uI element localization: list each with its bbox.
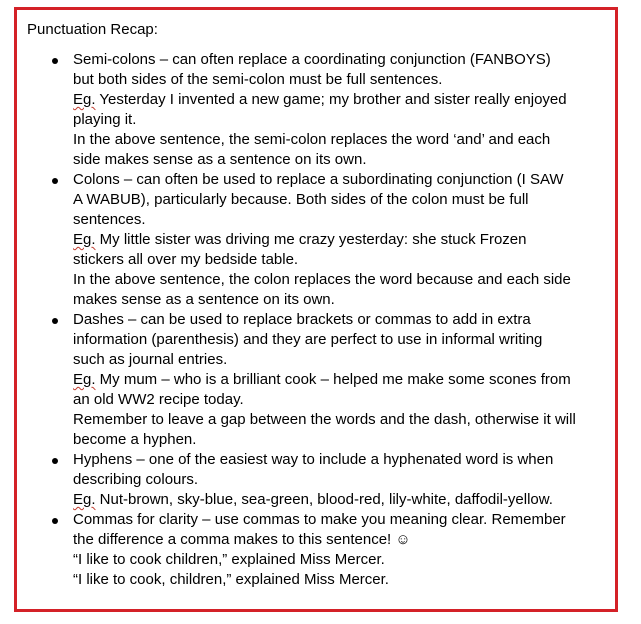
text-line — [73, 110, 607, 130]
line-text: Dashes – can be used to replace brackets or commas to add in extra — [73, 311, 531, 328]
list-item — [17, 50, 615, 170]
text-line — [73, 90, 607, 110]
list-item — [17, 450, 615, 510]
text-line — [73, 430, 607, 450]
text-line — [73, 230, 607, 250]
text-line — [73, 270, 607, 290]
text-line — [73, 410, 607, 430]
line-text: Nut-brown, sky-blue, sea-green, blood-red, lily-white, daffodil-yellow. — [95, 491, 553, 508]
line-text: In the above sentence, the colon replaces the word because and each side — [73, 271, 571, 288]
example-marker: Eg. — [73, 491, 96, 508]
document-title: Punctuation Recap: — [27, 21, 158, 38]
line-text: sentences. — [73, 211, 146, 228]
text-line — [73, 470, 607, 490]
line-text: A WABUB), particularly because. Both sides of the colon must be full — [73, 191, 529, 208]
bullet-icon — [52, 318, 58, 324]
text-line — [73, 210, 607, 230]
line-text: but both sides of the semi-colon must be full sentences. — [73, 71, 443, 88]
text-line — [73, 310, 607, 330]
line-text: playing it. — [73, 111, 137, 128]
line-text: Semi-colons – can often replace a coordinating conjunction (FANBOYS) — [73, 51, 551, 68]
list-item — [17, 310, 615, 450]
bullet-list — [17, 50, 615, 590]
line-text: stickers all over my bedside table. — [73, 251, 299, 268]
text-line — [73, 70, 607, 90]
line-text: become a hyphen. — [73, 431, 197, 448]
text-line — [73, 50, 607, 70]
text-line — [73, 130, 607, 150]
line-text: Colons – can often be used to replace a subordinating conjunction (I SAW — [73, 171, 564, 188]
bullet-icon — [52, 58, 58, 64]
line-text: “I like to cook, children,” explained Miss Mercer. — [73, 571, 389, 588]
line-text: Commas for clarity – use commas to make you meaning clear. Remember — [73, 511, 566, 528]
text-line — [73, 570, 607, 590]
text-line — [73, 330, 607, 350]
bullet-icon — [52, 458, 58, 464]
bullet-icon — [52, 518, 58, 524]
line-text: information (parenthesis) and they are perfect to use in informal writing — [73, 331, 543, 348]
list-item — [17, 170, 615, 310]
text-line — [73, 490, 607, 510]
line-text: describing colours. — [73, 471, 199, 488]
text-line — [73, 290, 607, 310]
line-text: “I like to cook children,” explained Miss Mercer. — [73, 551, 385, 568]
line-text: Remember to leave a gap between the words and the dash, otherwise it will — [73, 411, 576, 428]
line-text: Hyphens – one of the easiest way to include a hyphenated word is when — [73, 451, 554, 468]
text-line — [73, 150, 607, 170]
list-item — [17, 510, 615, 590]
text-line — [73, 170, 607, 190]
line-text: an old WW2 recipe today. — [73, 391, 244, 408]
line-text: In the above sentence, the semi-colon replaces the word ‘and’ and each — [73, 131, 551, 148]
line-text: My mum – who is a brilliant cook – helped me make some scones from — [95, 371, 571, 388]
text-line — [73, 390, 607, 410]
bullet-icon — [52, 178, 58, 184]
example-marker: Eg. — [73, 371, 96, 388]
text-line — [73, 510, 607, 530]
line-text: such as journal entries. — [73, 351, 228, 368]
line-text: the difference a comma makes to this sentence! ☺ — [73, 531, 411, 548]
line-text: side makes sense as a sentence on its own. — [73, 151, 367, 168]
example-marker: Eg. — [73, 91, 96, 108]
text-line — [73, 190, 607, 210]
example-marker: Eg. — [73, 231, 96, 248]
text-line — [73, 550, 607, 570]
recap-box — [14, 7, 618, 612]
line-text: My little sister was driving me crazy yesterday: she stuck Frozen — [95, 231, 527, 248]
text-line — [73, 450, 607, 470]
text-line — [73, 370, 607, 390]
line-text: makes sense as a sentence on its own. — [73, 291, 335, 308]
text-line — [73, 350, 607, 370]
text-line — [73, 530, 607, 550]
line-text: Yesterday I invented a new game; my brother and sister really enjoyed — [95, 91, 567, 108]
text-line — [73, 250, 607, 270]
